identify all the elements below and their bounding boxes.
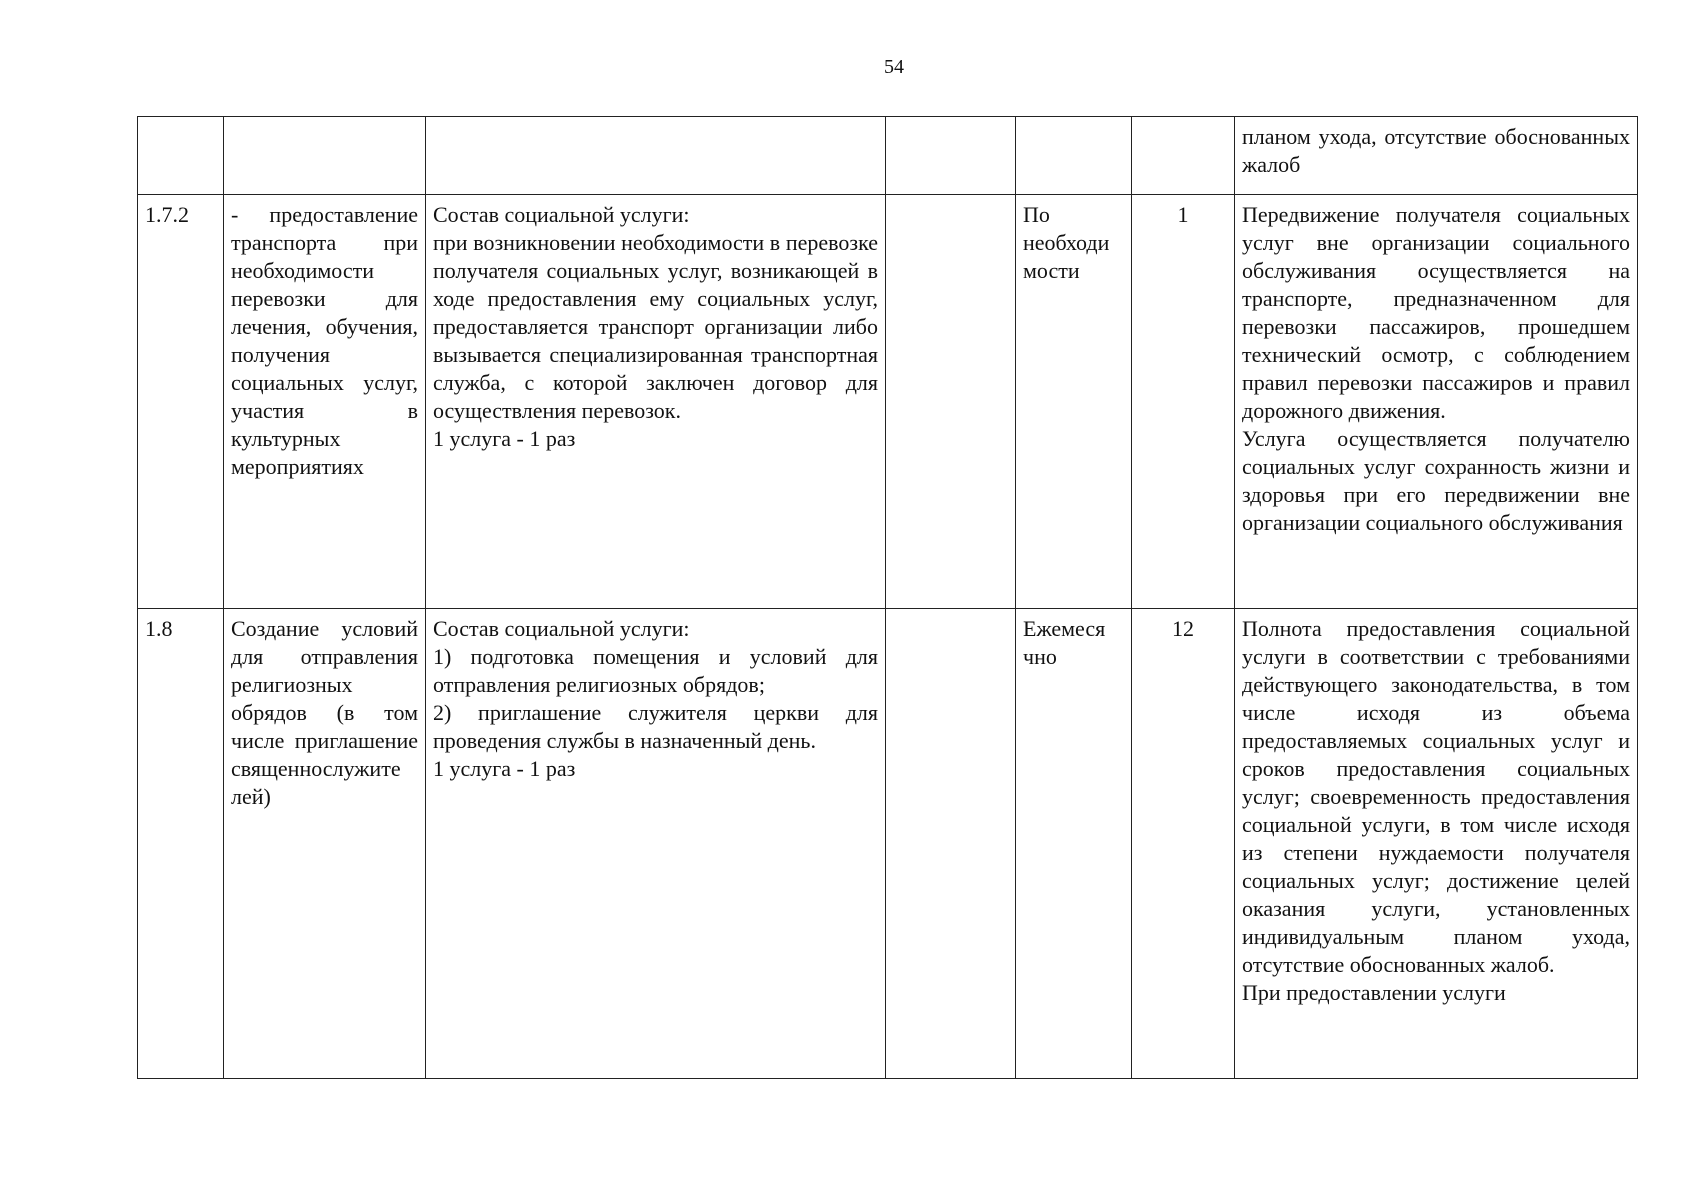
cell-empty (886, 117, 1016, 195)
quality-paragraph: Услуга осуществляется получателю социальных услуг сохранность жизни и здоровья при его передвижении вне организации социального обслуживания (1242, 426, 1630, 535)
cell-service-name: Создание условий для отправления религиозных обрядов (в том числе приглашение священнослужите лей) (224, 609, 426, 1079)
quality-paragraph: Полнота предоставления социальной услуги в соответствии с требованиями действующего законодательства, в том числе исходя из объема предоставляемых социальных услуг и сроков предоставления социальных услуг; своевременность предоставления социальной услуги, в том числе исходя из степени нуждаемости получателя социальных услуг; достижение целей оказания услуги, установленных индивидуальным планом ухода, отсутствие обоснованных жалоб. (1242, 616, 1630, 977)
cell-count (1132, 117, 1235, 195)
content-paragraph: 1 услуга - 1 раз (433, 756, 576, 781)
quality-paragraph: планом ухода, отсутствие обоснованных жалоб (1242, 124, 1630, 177)
table-row (138, 195, 1638, 609)
cell-service-content (426, 195, 886, 609)
cell-count: 12 (1132, 609, 1235, 1079)
cell-service-name (224, 117, 426, 195)
content-paragraph: 1 услуга - 1 раз (433, 426, 576, 451)
quality-paragraph: При предоставлении услуги (1242, 980, 1506, 1005)
cell-code: 1.7.2 (138, 195, 224, 609)
cell-empty (886, 195, 1016, 609)
cell-frequency (1016, 117, 1132, 195)
cell-service-content (426, 609, 886, 1079)
quality-paragraph: Передвижение получателя социальных услуг вне организации социального обслуживания осуществляется на транспорте, предназначенном для перевозки пассажиров, прошедшем технический осмотр, с соблюдением правил перевозки пассажиров и правил дорожного движения. (1242, 202, 1630, 423)
cell-quality (1235, 195, 1638, 609)
services-table (137, 116, 1638, 1079)
table-row (138, 609, 1638, 1079)
cell-service-name: - предоставление транспорта при необходимости перевозки для лечения, обучения, получения социальных услуг, участия в культурных мероприятиях (224, 195, 426, 609)
content-paragraph: 1) подготовка помещения и условий для отправления религиозных обрядов; (433, 644, 878, 697)
cell-code (138, 117, 224, 195)
content-paragraph: 2) приглашение служителя церкви для проведения службы в назначенный день. (433, 700, 878, 753)
cell-service-content (426, 117, 886, 195)
cell-empty (886, 609, 1016, 1079)
cell-quality (1235, 117, 1638, 195)
cell-count: 1 (1132, 195, 1235, 609)
page-number: 54 (884, 56, 904, 78)
content-paragraph: Состав социальной услуги: (433, 202, 690, 227)
content-paragraph: при возникновении необходимости в перевозке получателя социальных услуг, возникающей в ходе предоставления ему социальных услуг, предоставляется транспорт организации либо вызывается специализированная транспортная служба, с которой заключен договор для осуществления перевозок. (433, 230, 878, 423)
cell-frequency: Ежемеся чно (1016, 609, 1132, 1079)
content-paragraph: Состав социальной услуги: (433, 616, 690, 641)
cell-quality (1235, 609, 1638, 1079)
cell-code: 1.8 (138, 609, 224, 1079)
cell-frequency: По необходи мости (1016, 195, 1132, 609)
table-row (138, 117, 1638, 195)
